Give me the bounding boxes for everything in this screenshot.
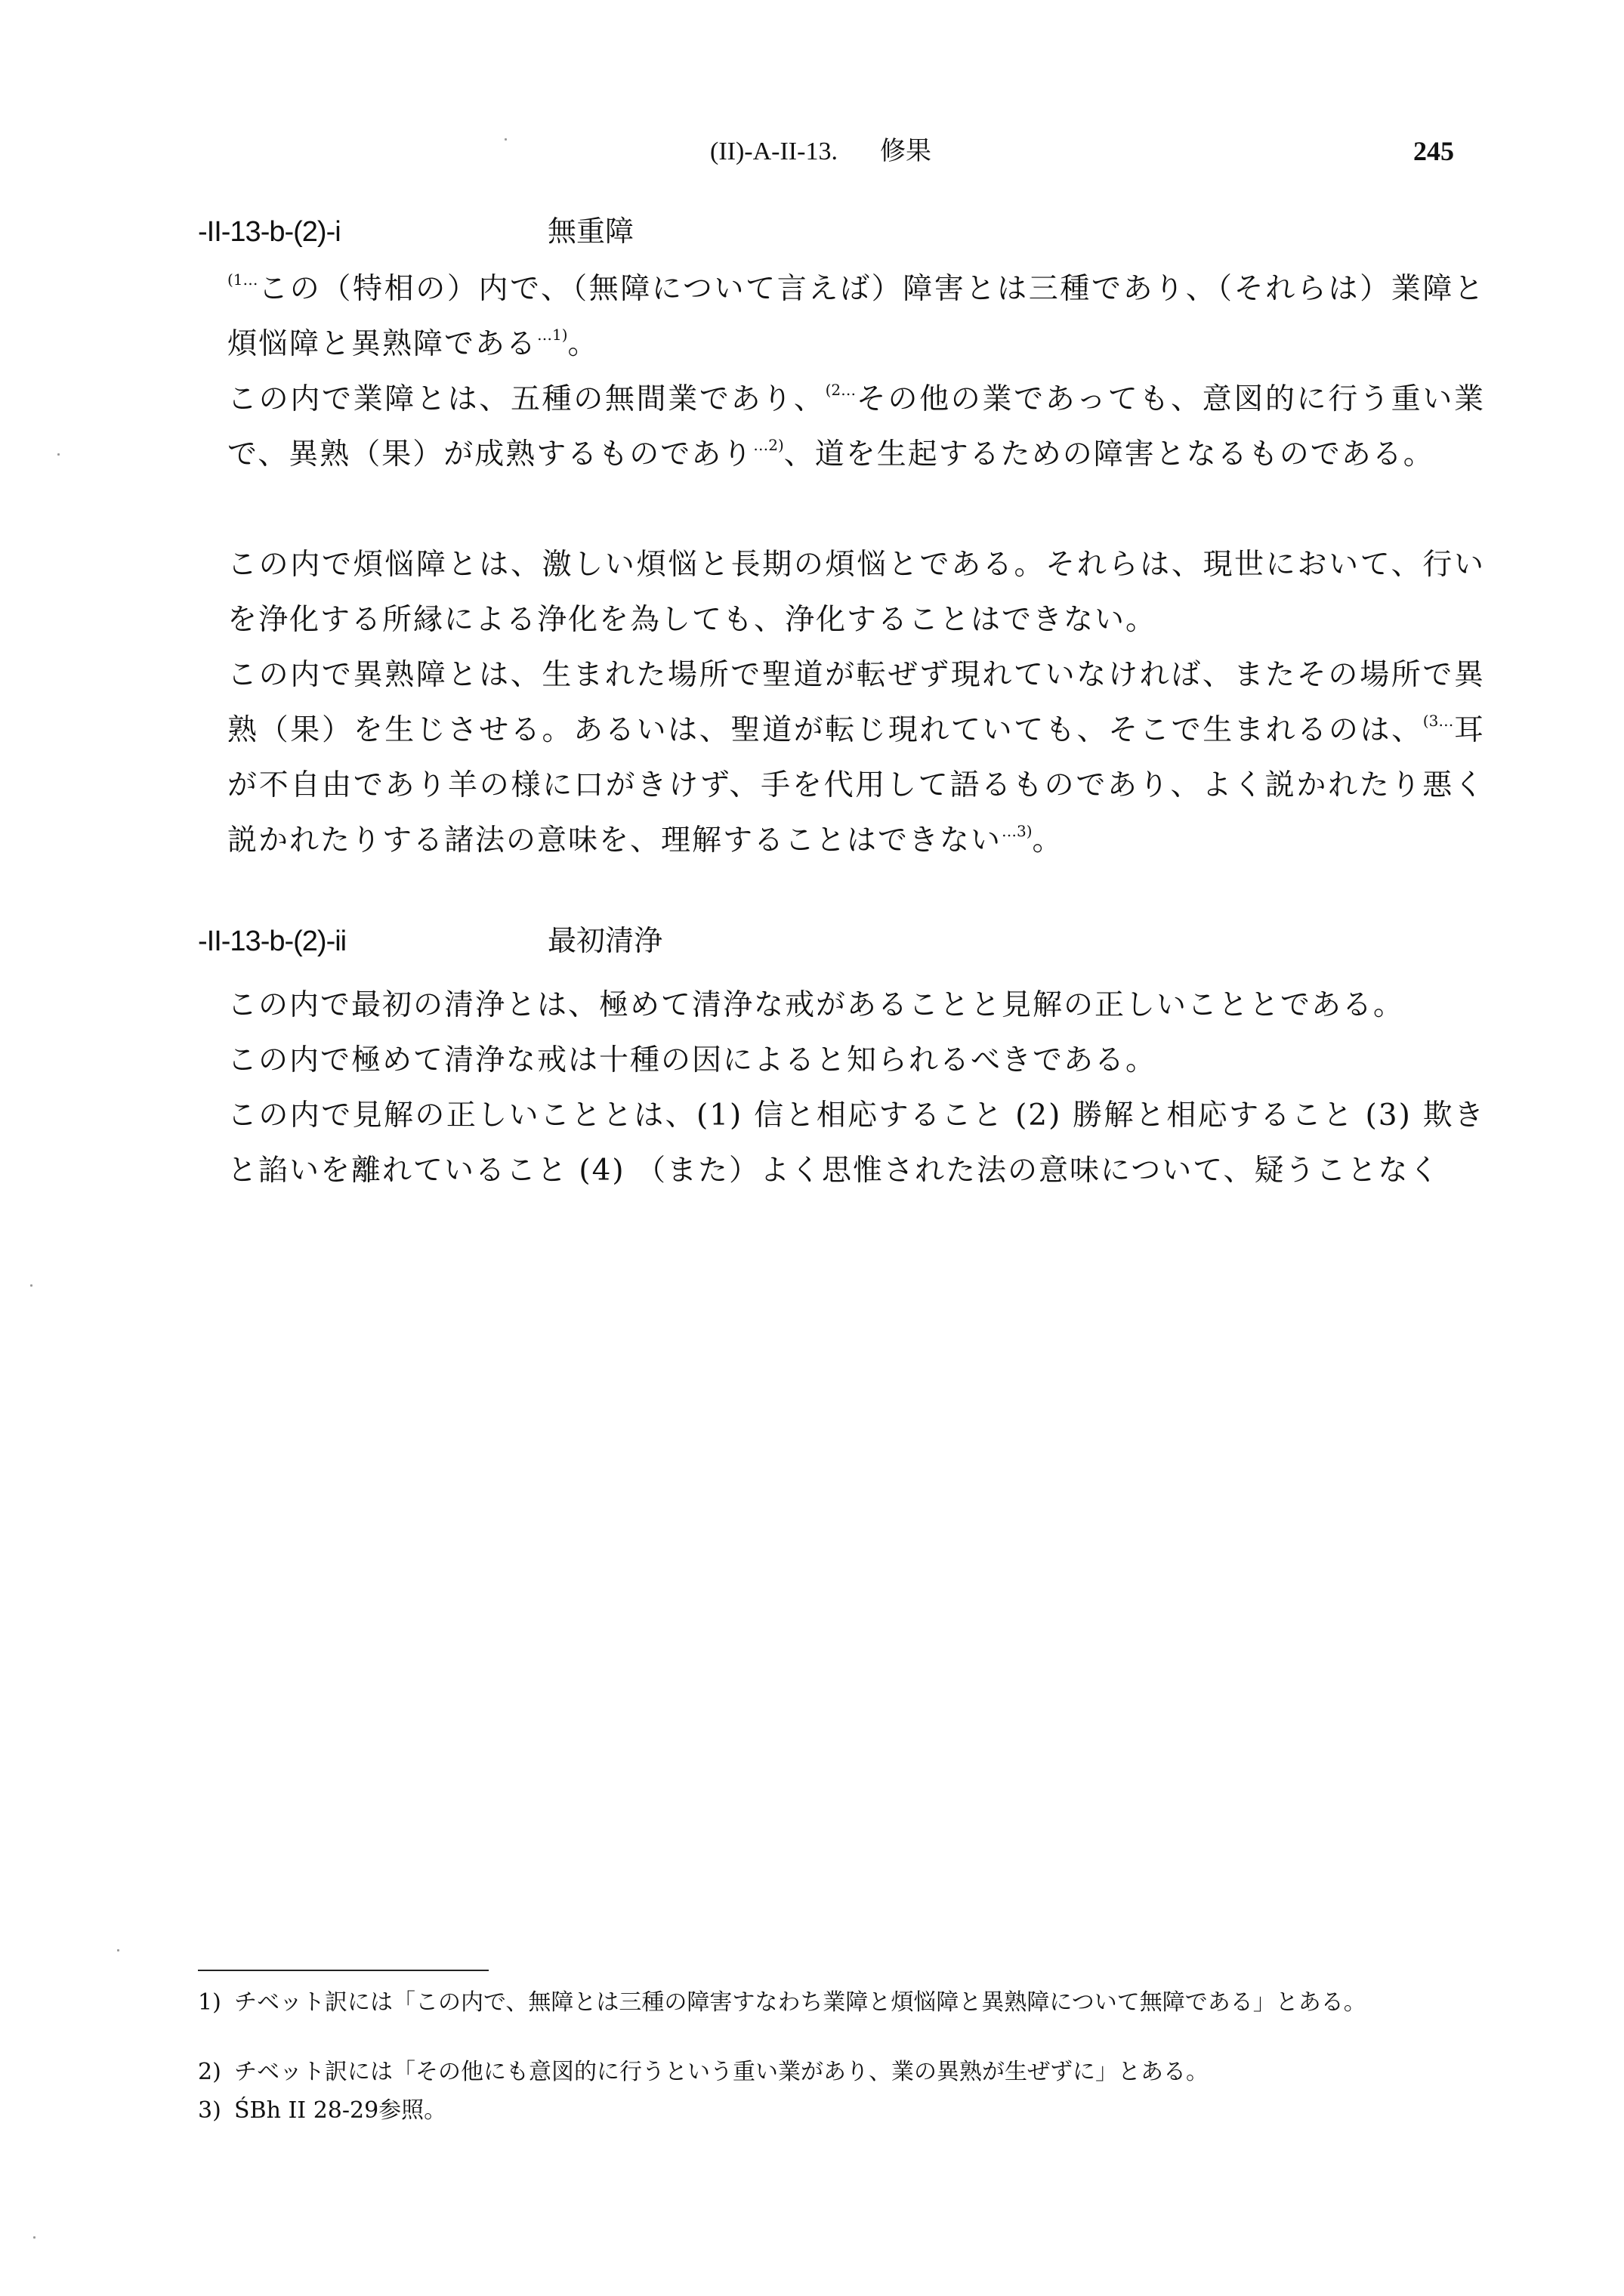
- footnote-text: チベット訳には「その他にも意図的に行うという重い業があり、業の異熟が生ぜずに」とある。: [234, 2059, 1209, 2085]
- paragraph: [198, 978, 1485, 1033]
- footnote-open-marker: (1…: [227, 270, 258, 289]
- footnote-ref: …2): [753, 436, 784, 454]
- punctuation: 。: [567, 327, 599, 361]
- section-heading-1: [198, 214, 634, 249]
- paragraph: [198, 261, 1485, 372]
- paragraph: [198, 1088, 1485, 1198]
- scan-speck: [505, 138, 507, 141]
- paragraph: [198, 372, 1485, 482]
- paragraph-text: この内で最初の清浄とは、極めて清浄な戒があることと見解の正しいこととである。: [227, 988, 1405, 1022]
- scan-speck: [117, 1949, 119, 1951]
- footnote-open-marker: (2…: [825, 381, 857, 399]
- paragraph-text: この内で異熟障とは、生まれた場所で聖道が転ぜず現れていなければ、またその場所で異熟（果）を生じさせる。あるいは、聖道が転じ現れていても、そこで生まれるのは、: [227, 658, 1485, 747]
- footnote-ref: …3): [1002, 822, 1033, 840]
- footnote-open-marker: (3…: [1422, 712, 1454, 730]
- footnote-ref: …1): [537, 326, 568, 344]
- footnote-number: 3): [198, 2097, 221, 2124]
- footnote-2: [198, 2057, 1459, 2088]
- page-number: 245: [1413, 136, 1454, 166]
- scan-speck: [30, 1284, 32, 1287]
- footnote-rule: [198, 1970, 489, 1971]
- running-header: [710, 134, 1454, 168]
- footnote-text: ŚBh II 28-29参照。: [234, 2097, 447, 2124]
- paragraph-text: 耳が不自由であり羊の様に口がきけず、手を代用して語るものであり、よく説かれたり悪く説かれたりする諸法の意味を、理解することはできない: [227, 713, 1485, 858]
- footnote-1: [198, 1987, 1459, 2019]
- footnote-number: 2): [198, 2059, 221, 2085]
- section-name: 無重障: [548, 215, 634, 248]
- paragraph-text: この内で見解の正しいこととは、(1) 信と相応すること (2) 勝解と相応すること (3) 欺きと諂いを離れていること (4) （また）よく思惟された法の意味について、疑うことなく: [227, 1099, 1485, 1188]
- paragraph-text: この内で煩悩障とは、激しい煩悩と長期の煩悩とである。それらは、現世において、行いを浄化する所縁による浄化を為しても、浄化することはできない。: [227, 548, 1485, 637]
- header-title: 修果: [880, 136, 931, 166]
- scan-speck: [33, 2236, 36, 2239]
- punctuation: 。: [1032, 824, 1064, 858]
- paragraph-text: 、道を生起するための障害となるものである。: [783, 437, 1434, 471]
- section-name: 最初清浄: [548, 924, 663, 957]
- paragraph: [198, 647, 1485, 868]
- footnote-number: 1): [198, 1989, 221, 2016]
- footnote-text: チベット訳には「この内で、無障とは三種の障害すなわち業障と煩悩障と異熟障について無障である」とある。: [234, 1989, 1366, 2016]
- section-heading-2: [198, 923, 663, 959]
- paragraph-text: その他の業であっても、意図的に行う重い業で、異熟（果）が成熟するものであり: [227, 382, 1485, 471]
- paragraph-text: この内で極めて清浄な戒は十種の因によると知られるべきである。: [227, 1043, 1157, 1077]
- paragraph-text: この（特相の）内で、（無障について言えば）障害とは三種であり、（それらは）業障と煩悩障と異熟障である: [227, 272, 1485, 361]
- paragraph: [198, 537, 1485, 647]
- paragraph: [198, 1033, 1485, 1088]
- section-code: -II-13-b-(2)-i: [198, 216, 341, 248]
- paragraph-text: この内で業障とは、五種の無間業であり、: [227, 382, 826, 416]
- section-code: -II-13-b-(2)-ii: [198, 926, 347, 957]
- scan-speck: [57, 453, 60, 456]
- footnote-3: [198, 2095, 1459, 2127]
- header-section-code: (II)-A-II-13.: [710, 138, 838, 165]
